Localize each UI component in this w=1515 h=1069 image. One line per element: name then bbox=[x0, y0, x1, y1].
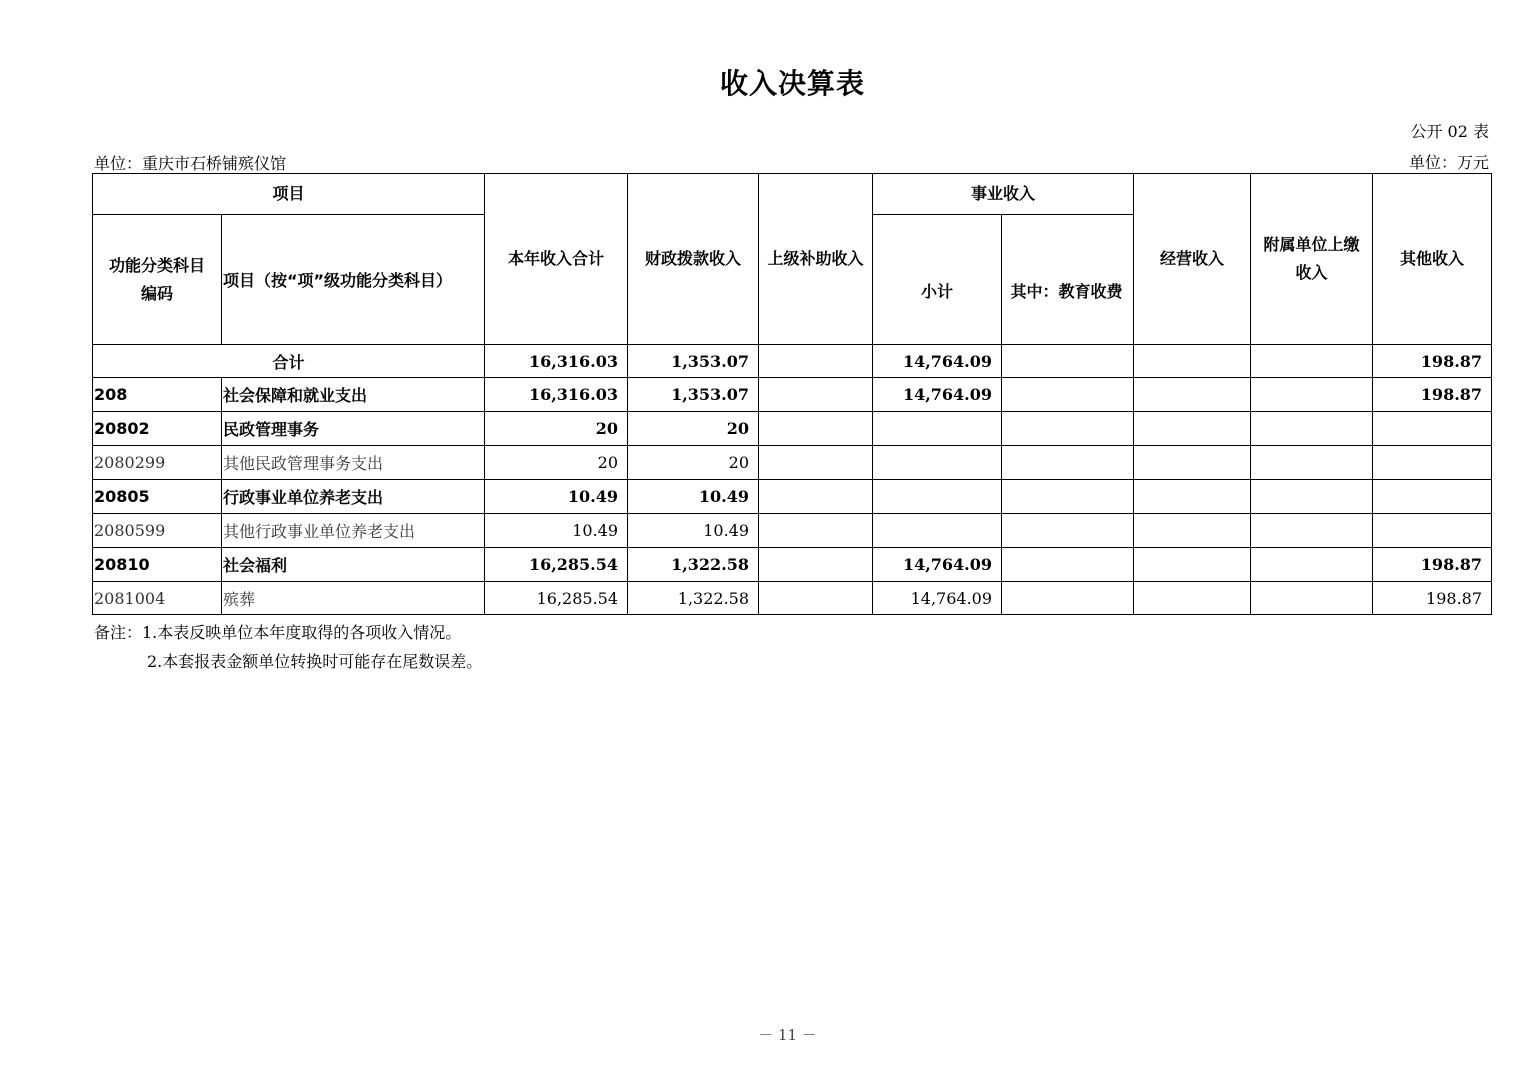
cell-superior bbox=[759, 480, 873, 514]
header-total-income: 本年收入合计 bbox=[485, 174, 628, 345]
income-table bbox=[92, 173, 1492, 615]
cell-education bbox=[1002, 345, 1134, 378]
cell-affiliated bbox=[1251, 514, 1373, 548]
cell-education bbox=[1002, 582, 1134, 615]
cell-superior bbox=[759, 548, 873, 582]
cell-total-income: 10.49 bbox=[485, 514, 628, 548]
cell-operating bbox=[1134, 378, 1251, 412]
table-row bbox=[93, 514, 1492, 548]
reporting-unit: 单位：重庆市石桥铺殡仪馆 bbox=[94, 154, 287, 173]
cell-subtotal: 14,764.09 bbox=[873, 378, 1002, 412]
currency-unit: 单位：万元 bbox=[1408, 153, 1489, 172]
table-row bbox=[93, 582, 1492, 615]
cell-other bbox=[1373, 480, 1492, 514]
cell-operating bbox=[1134, 582, 1251, 615]
cell-affiliated bbox=[1251, 412, 1373, 446]
note-line-2: 2.本套报表金额单位转换时可能存在尾数误差。 bbox=[147, 652, 483, 671]
cell-affiliated bbox=[1251, 548, 1373, 582]
header-row-1 bbox=[93, 174, 1492, 215]
cell-superior bbox=[759, 514, 873, 548]
header-affiliated: 附属单位上缴收入 bbox=[1251, 174, 1373, 345]
cell-fiscal: 20 bbox=[628, 412, 759, 446]
cell-code: 2080299 bbox=[93, 446, 222, 480]
cell-subtotal: 14,764.09 bbox=[873, 582, 1002, 615]
cell-other bbox=[1373, 514, 1492, 548]
header-project-group: 项目 bbox=[93, 174, 485, 215]
cell-other bbox=[1373, 446, 1492, 480]
cell-other: 198.87 bbox=[1373, 378, 1492, 412]
cell-superior bbox=[759, 446, 873, 480]
cell-affiliated bbox=[1251, 582, 1373, 615]
note-line-1: 备注：1.本表反映单位本年度取得的各项收入情况。 bbox=[94, 623, 462, 642]
cell-operating bbox=[1134, 514, 1251, 548]
cell-superior bbox=[759, 582, 873, 615]
total-label: 合计 bbox=[93, 345, 485, 378]
table-row bbox=[93, 412, 1492, 446]
cell-fiscal: 1,353.07 bbox=[628, 345, 759, 378]
header-other: 其他收入 bbox=[1373, 174, 1492, 345]
cell-superior bbox=[759, 412, 873, 446]
table-row bbox=[93, 446, 1492, 480]
cell-education bbox=[1002, 378, 1134, 412]
cell-operating bbox=[1134, 480, 1251, 514]
table-row bbox=[93, 378, 1492, 412]
cell-other bbox=[1373, 412, 1492, 446]
page-title: 收入决算表 bbox=[719, 67, 865, 100]
cell-name: 社会福利 bbox=[222, 548, 485, 582]
cell-operating bbox=[1134, 446, 1251, 480]
cell-total-income: 10.49 bbox=[485, 480, 628, 514]
cell-name: 社会保障和就业支出 bbox=[222, 378, 485, 412]
form-number: 公开 02 表 bbox=[1410, 122, 1489, 141]
table-row bbox=[93, 548, 1492, 582]
header-education: 其中：教育收费 bbox=[1002, 215, 1134, 345]
cell-fiscal: 10.49 bbox=[628, 480, 759, 514]
header-business-group: 事业收入 bbox=[873, 174, 1134, 215]
header-operating: 经营收入 bbox=[1134, 174, 1251, 345]
cell-education bbox=[1002, 412, 1134, 446]
cell-code: 20802 bbox=[93, 412, 222, 446]
cell-fiscal: 1,353.07 bbox=[628, 378, 759, 412]
cell-subtotal bbox=[873, 446, 1002, 480]
cell-fiscal: 10.49 bbox=[628, 514, 759, 548]
notes bbox=[94, 618, 482, 676]
page-number: － 11 － bbox=[758, 1026, 817, 1044]
header-superior: 上级补助收入 bbox=[759, 174, 873, 345]
cell-code: 20810 bbox=[93, 548, 222, 582]
cell-education bbox=[1002, 446, 1134, 480]
cell-subtotal bbox=[873, 412, 1002, 446]
cell-other: 198.87 bbox=[1373, 345, 1492, 378]
header-fiscal: 财政拨款收入 bbox=[628, 174, 759, 345]
cell-name: 其他民政管理事务支出 bbox=[222, 446, 485, 480]
cell-affiliated bbox=[1251, 345, 1373, 378]
cell-operating bbox=[1134, 548, 1251, 582]
cell-total-income: 16,285.54 bbox=[485, 582, 628, 615]
cell-fiscal: 1,322.58 bbox=[628, 582, 759, 615]
cell-code: 2080599 bbox=[93, 514, 222, 548]
cell-operating bbox=[1134, 345, 1251, 378]
cell-education bbox=[1002, 548, 1134, 582]
header-func-code: 功能分类科目编码 bbox=[93, 215, 222, 345]
cell-affiliated bbox=[1251, 446, 1373, 480]
cell-education bbox=[1002, 480, 1134, 514]
cell-subtotal bbox=[873, 480, 1002, 514]
cell-name: 殡葬 bbox=[222, 582, 485, 615]
cell-superior bbox=[759, 345, 873, 378]
cell-other: 198.87 bbox=[1373, 548, 1492, 582]
cell-total-income: 20 bbox=[485, 412, 628, 446]
cell-fiscal: 1,322.58 bbox=[628, 548, 759, 582]
cell-total-income: 16,285.54 bbox=[485, 548, 628, 582]
cell-other: 198.87 bbox=[1373, 582, 1492, 615]
cell-affiliated bbox=[1251, 480, 1373, 514]
cell-superior bbox=[759, 378, 873, 412]
table-row bbox=[93, 480, 1492, 514]
header-subtotal: 小计 bbox=[873, 215, 1002, 345]
cell-name: 其他行政事业单位养老支出 bbox=[222, 514, 485, 548]
cell-total-income: 16,316.03 bbox=[485, 378, 628, 412]
cell-code: 2081004 bbox=[93, 582, 222, 615]
cell-fiscal: 20 bbox=[628, 446, 759, 480]
cell-subtotal: 14,764.09 bbox=[873, 345, 1002, 378]
cell-affiliated bbox=[1251, 378, 1373, 412]
cell-code: 208 bbox=[93, 378, 222, 412]
cell-name: 民政管理事务 bbox=[222, 412, 485, 446]
header-project-name: 项目（按“项”级功能分类科目） bbox=[222, 215, 485, 345]
cell-total-income: 16,316.03 bbox=[485, 345, 628, 378]
cell-operating bbox=[1134, 412, 1251, 446]
cell-total-income: 20 bbox=[485, 446, 628, 480]
cell-subtotal bbox=[873, 514, 1002, 548]
cell-code: 20805 bbox=[93, 480, 222, 514]
cell-subtotal: 14,764.09 bbox=[873, 548, 1002, 582]
cell-name: 行政事业单位养老支出 bbox=[222, 480, 485, 514]
total-row bbox=[93, 345, 1492, 378]
cell-education bbox=[1002, 514, 1134, 548]
